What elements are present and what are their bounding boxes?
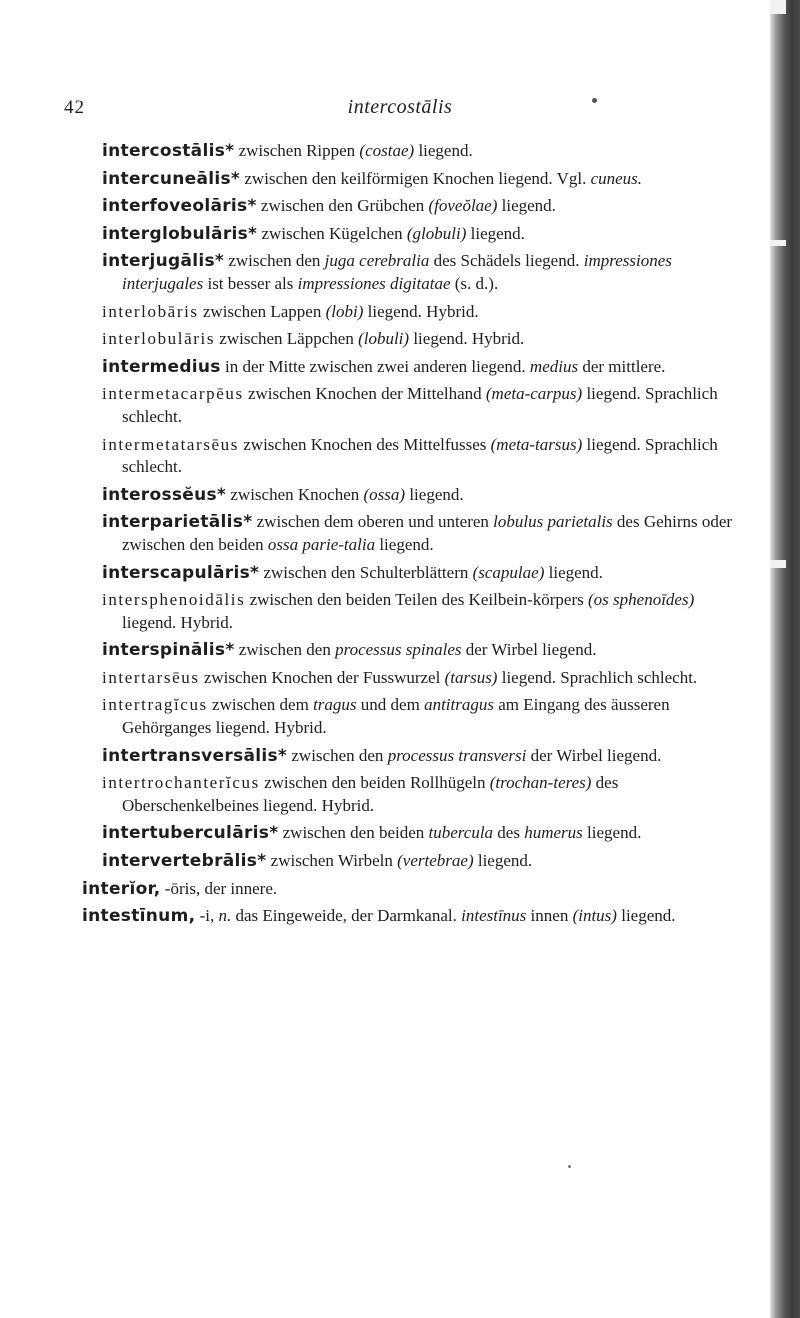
dictionary-entry <box>102 850 742 873</box>
entry-headword: intertuberculāris* <box>102 823 279 844</box>
dictionary-entry <box>102 328 742 351</box>
latin-term: (intus) <box>572 906 617 926</box>
latin-term: (globuli) <box>406 223 467 243</box>
entry-headword: interspinālis* <box>102 640 235 661</box>
entry-headword: interjugālis* <box>102 251 225 272</box>
dictionary-entry <box>102 511 742 556</box>
dictionary-entry <box>82 878 742 901</box>
dictionary-entry <box>102 356 742 379</box>
running-head: intercostālis <box>347 96 453 118</box>
definition-text: zwischen den <box>224 251 325 271</box>
dictionary-entry <box>102 639 742 662</box>
latin-term: (meta-carpus) <box>485 384 583 404</box>
definition-text: zwischen Lappen <box>198 301 326 321</box>
definition-text: der Wirbel liegend. <box>461 640 597 660</box>
latin-term: (vertebrae) <box>397 851 474 871</box>
definition-text: liegend. <box>497 196 556 216</box>
definition-text: innen <box>526 906 573 926</box>
latin-term: medius <box>529 356 579 376</box>
dictionary-entry <box>102 694 742 739</box>
entry-headword: intermetacarpēus <box>102 384 244 404</box>
latin-term: (os sphenoīdes) <box>588 590 695 610</box>
dictionary-entry <box>102 223 742 246</box>
latin-term: humerus <box>524 823 583 843</box>
entry-headword: intertransversālis* <box>102 745 288 766</box>
entry-headword: intercostālis* <box>102 141 235 161</box>
definition-text: liegend. Sprachlich schlecht. <box>122 384 718 426</box>
entry-headword: interlobulāris <box>102 329 216 349</box>
entry-headword: intestīnum, <box>82 906 196 927</box>
definition-text: zwischen den beiden Teilen des Keilbein-körpers <box>245 590 588 610</box>
definition-text: der Wirbel liegend. <box>526 745 662 765</box>
definition-text: liegend. Sprachlich schlecht. <box>122 434 718 477</box>
latin-term: tragus <box>313 695 357 715</box>
definition-text: liegend. <box>616 906 676 926</box>
entry-headword: intervertebrālis* <box>102 851 267 872</box>
definition-text: ist besser als <box>203 273 298 293</box>
dictionary-entry <box>102 667 742 690</box>
latin-term: n. <box>218 906 232 926</box>
definition-text: am Eingang des äusseren Gehörganges liegend. Hybrid. <box>122 695 670 738</box>
definition-text: zwischen dem oberen und unteren <box>252 512 494 532</box>
entry-headword: intertarsēus <box>102 667 200 687</box>
latin-term: impressiones interjugales <box>122 251 672 293</box>
latin-term: lobulus parietalis <box>493 512 613 532</box>
definition-text: zwischen den keilförmigen Knochen liegend. Vgl. <box>240 168 591 188</box>
dictionary-entry <box>102 195 742 218</box>
entry-headword: interscapulāris* <box>102 562 260 583</box>
definition-text: liegend. <box>405 484 464 504</box>
latin-term: (tarsus) <box>444 667 498 687</box>
entry-headword: intersphenoidālis <box>102 590 246 610</box>
definition-text: liegend. <box>466 223 525 243</box>
dictionary-entry <box>102 434 742 479</box>
definition-text: liegend. <box>544 562 603 582</box>
definition-text: zwischen den beiden Rollhügeln <box>259 773 490 793</box>
dictionary-entry <box>102 822 742 845</box>
entry-headword: intercuneālis* <box>102 168 241 189</box>
definition-text: (s. d.). <box>450 273 499 293</box>
dictionary-entry <box>102 301 742 324</box>
dictionary-entry <box>102 745 742 768</box>
definition-text: liegend. Hybrid. <box>122 612 233 632</box>
dictionary-entry <box>82 905 742 928</box>
entry-headword: interglobulāris* <box>102 223 258 244</box>
print-speck <box>568 1165 571 1168</box>
latin-term: intestīnus <box>461 906 527 926</box>
page-edge-shadow <box>770 0 800 1318</box>
latin-term: (ossa) <box>363 484 406 504</box>
definition-text: des Oberschenkelbeines liegend. Hybrid. <box>122 773 619 815</box>
definition-text: zwischen dem <box>207 695 314 715</box>
latin-term: (costae) <box>359 141 415 160</box>
latin-term: (foveŏlae) <box>428 196 498 216</box>
definition-text: zwischen den Schulterblättern <box>259 562 473 582</box>
latin-term: (trochan-teres) <box>489 773 592 793</box>
definition-text: zwischen den beiden <box>278 823 429 843</box>
definition-text: liegend. Hybrid. <box>409 329 525 349</box>
dictionary-entry <box>102 484 742 507</box>
definition-text: liegend. <box>414 141 473 160</box>
definition-text: liegend. <box>582 823 642 843</box>
definition-text: zwischen Rippen <box>234 141 360 160</box>
dictionary-entry <box>102 250 742 295</box>
definition-text: zwischen den Grübchen <box>256 196 429 216</box>
definition-text: liegend. Sprachlich schlecht. <box>497 667 698 687</box>
latin-term: antitragus <box>424 695 494 715</box>
definition-text: in der Mitte zwischen zwei anderen liegend. <box>220 356 530 376</box>
latin-term: processus transversi <box>387 745 527 765</box>
dictionary-entry <box>102 383 742 428</box>
latin-term: (lobuli) <box>358 329 410 349</box>
definition-text: zwischen Knochen der Fusswurzel <box>199 667 445 687</box>
entry-headword: interossĕus* <box>102 484 227 505</box>
definition-text: zwischen Läppchen <box>215 329 359 349</box>
latin-term: (scapulae) <box>472 562 545 582</box>
definition-text: zwischen Knochen der Mittelhand <box>243 384 486 404</box>
page-number: 42 <box>64 97 85 118</box>
entry-headword: interlobāris <box>102 301 199 321</box>
latin-term: impressiones digitatae <box>297 273 451 293</box>
entry-headword: intertragĭcus <box>102 695 208 715</box>
definition-text: der mittlere. <box>578 356 666 376</box>
entry-headword: intermetatarsēus <box>102 434 239 454</box>
definition-text: zwischen Knochen <box>226 484 364 504</box>
dictionary-entry <box>102 140 742 163</box>
latin-term: (meta-tarsus) <box>490 434 583 454</box>
dictionary-entry <box>102 772 742 817</box>
definition-text: -i, <box>195 906 219 926</box>
latin-term: processus spinales <box>335 640 462 660</box>
definition-text: zwischen Knochen des Mittelfusses <box>239 434 491 454</box>
definition-text: liegend. <box>473 851 533 871</box>
latin-term: (lobi) <box>325 301 364 321</box>
entry-headword: interparietālis* <box>102 512 253 533</box>
definition-text: liegend. Hybrid. <box>363 301 479 321</box>
entry-headword: interĭor, <box>82 878 161 899</box>
latin-term: tubercula <box>428 823 494 843</box>
definition-text: liegend. <box>375 534 434 554</box>
definition-text: des Gehirns oder zwischen den beiden <box>122 512 733 554</box>
dictionary-entry <box>102 562 742 585</box>
entry-headword: intertrochanterĭcus <box>102 773 260 793</box>
dictionary-entry <box>102 589 742 634</box>
latin-term: ossa parie-talia <box>267 534 376 554</box>
definition-text: des <box>493 823 525 843</box>
dictionary-entry <box>102 168 742 191</box>
definition-text: zwischen den <box>287 745 388 765</box>
definition-text: und dem <box>356 695 425 715</box>
latin-term: cuneus. <box>590 168 643 188</box>
definition-text: das Eingeweide, der Darmkanal. <box>231 906 462 926</box>
definition-text: zwischen den <box>234 640 336 660</box>
definition-text: -ōris, der innere. <box>160 878 278 898</box>
entry-headword: intermedius <box>102 356 221 377</box>
definition-text: zwischen Wirbeln <box>266 851 398 871</box>
entry-headword: interfoveolāris* <box>102 196 257 217</box>
entry-list <box>82 140 742 933</box>
definition-text: des Schädels liegend. <box>429 251 584 271</box>
definition-text: zwischen Kügelchen <box>257 223 407 243</box>
latin-term: juga cerebralia <box>324 251 430 271</box>
